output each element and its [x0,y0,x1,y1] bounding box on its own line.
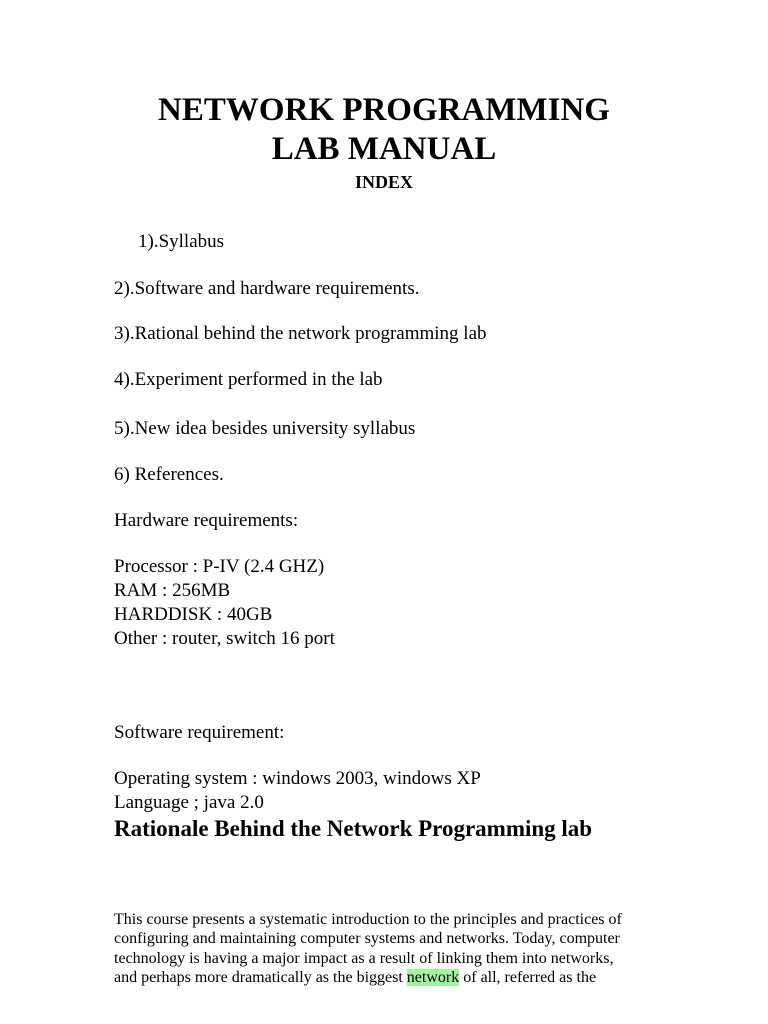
document-title-line-1: NETWORK PROGRAMMING [158,92,610,128]
software-item: Language ; java 2.0 [114,792,264,813]
paragraph-line: This course presents a systematic introduction to the principles and practices of [114,911,622,928]
hardware-item: HARDDISK : 40GB [114,604,273,625]
index-item-new-idea: 5).New idea besides university syllabus [114,418,416,439]
rationale-paragraph [114,910,674,987]
index-item-rational: 3).Rational behind the network programming lab [114,323,487,344]
index-item-syllabus: 1).Syllabus [138,231,225,252]
paragraph-text: of all, referred as the [459,968,597,986]
index-item-experiment: 4).Experiment performed in the lab [114,369,383,390]
hardware-heading: Hardware requirements: [114,510,299,531]
index-item-requirements: 2).Software and hardware requirements. [114,278,420,299]
hardware-item: Processor : P-IV (2.4 GHZ) [114,556,325,577]
document-title-line-2: LAB MANUAL [271,131,497,167]
paragraph-line: technology is having a major impact as a result of linking them into networks, [114,949,614,967]
paragraph-line: configuring and maintaining computer systems and networks. Today, computer [114,930,620,948]
paragraph-text: and perhaps more dramatically as the biggest [114,968,407,986]
paragraph-line-last [114,968,674,987]
hardware-item: RAM : 256MB [114,580,231,601]
rationale-heading: Rationale Behind the Network Programming lab [114,816,593,841]
software-heading: Software requirement: [114,722,285,743]
index-heading: INDEX [354,172,413,192]
index-item-references: 6) References. [114,464,224,485]
software-item: Operating system : windows 2003, windows XP [114,768,481,789]
highlighted-word: network [406,968,460,986]
hardware-item: Other : router, switch 16 port [114,628,335,649]
